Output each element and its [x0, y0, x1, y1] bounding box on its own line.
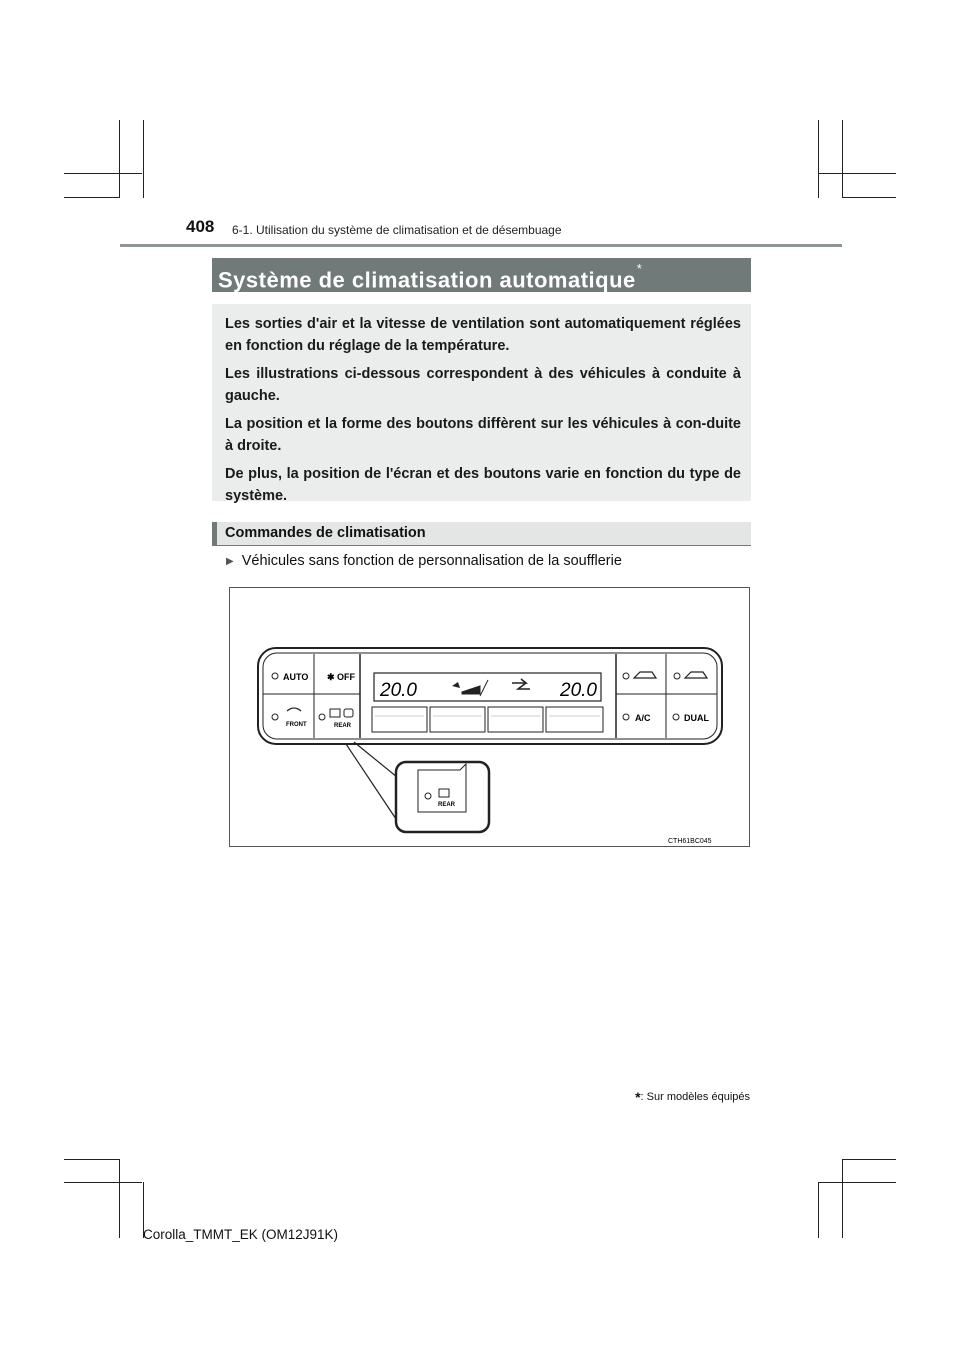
triangle-bullet-icon: ▶: [226, 556, 234, 567]
intro-paragraph: Les illustrations ci-dessous correspondent à des véhicules à conduite à gauche.: [225, 366, 741, 404]
inset-rear-label: REAR: [438, 802, 456, 808]
section-title-bar: [212, 258, 751, 292]
footnote: [635, 1089, 750, 1105]
subsection-header: Commandes de climatisation: [212, 522, 751, 546]
fan-icon: ✱: [327, 672, 335, 682]
crop-mark: [64, 1159, 120, 1160]
crop-mark: [64, 1182, 142, 1183]
crop-mark: [842, 197, 896, 198]
crop-mark: [818, 1182, 896, 1183]
section-title: Système de climatisation automatique: [218, 267, 636, 293]
dual-button-label: DUAL: [684, 713, 709, 723]
intro-paragraph: La position et la forme des boutons diffèrent sur les véhicules à con-duite à droite.: [225, 416, 741, 454]
crop-mark: [842, 1160, 843, 1238]
control-panel-illustration: [230, 588, 749, 846]
control-panel-figure: [229, 587, 750, 847]
footer-doc-id: Corolla_TMMT_EK (OM12J91K): [143, 1227, 339, 1242]
asterisk-marker: *: [636, 261, 643, 276]
crop-mark: [64, 197, 120, 198]
header-rule: [120, 244, 842, 247]
crop-mark: [842, 1159, 896, 1160]
footnote-text: : Sur modèles équipés: [640, 1091, 750, 1103]
intro-paragraph: De plus, la position de l'écran et des boutons varie en fonction du type de système.: [225, 466, 741, 504]
crop-mark: [842, 120, 843, 198]
crop-mark: [64, 173, 142, 174]
left-temperature: 20.0: [380, 680, 417, 701]
rear-button-label: REAR: [334, 723, 352, 729]
page-number: 408: [186, 217, 215, 236]
crop-mark: [818, 1182, 819, 1238]
bullet-text: Véhicules sans fonction de personnalisation de la soufflerie: [241, 553, 622, 569]
right-temperature: 20.0: [560, 680, 597, 701]
crop-mark: [143, 120, 144, 198]
bullet-item: [226, 553, 622, 569]
crop-mark: [818, 173, 896, 174]
intro-box: [212, 304, 751, 504]
asterisk-marker: *: [635, 1089, 641, 1105]
section-header: 6-1. Utilisation du système de climatisation et de désembuage: [232, 223, 562, 237]
auto-button-label: AUTO: [283, 672, 309, 682]
front-button-label: FRONT: [286, 722, 307, 728]
crop-mark: [119, 120, 120, 198]
crop-mark: [818, 120, 819, 198]
crop-mark: [119, 1160, 120, 1238]
intro-paragraph: Les sorties d'air et la vitesse de ventilation sont automatiquement réglées en fonction du réglage de la température.: [225, 316, 741, 354]
off-button-label: OFF: [337, 672, 355, 682]
ac-button-label: A/C: [635, 713, 651, 723]
figure-code: CTH61BC045: [668, 838, 712, 845]
